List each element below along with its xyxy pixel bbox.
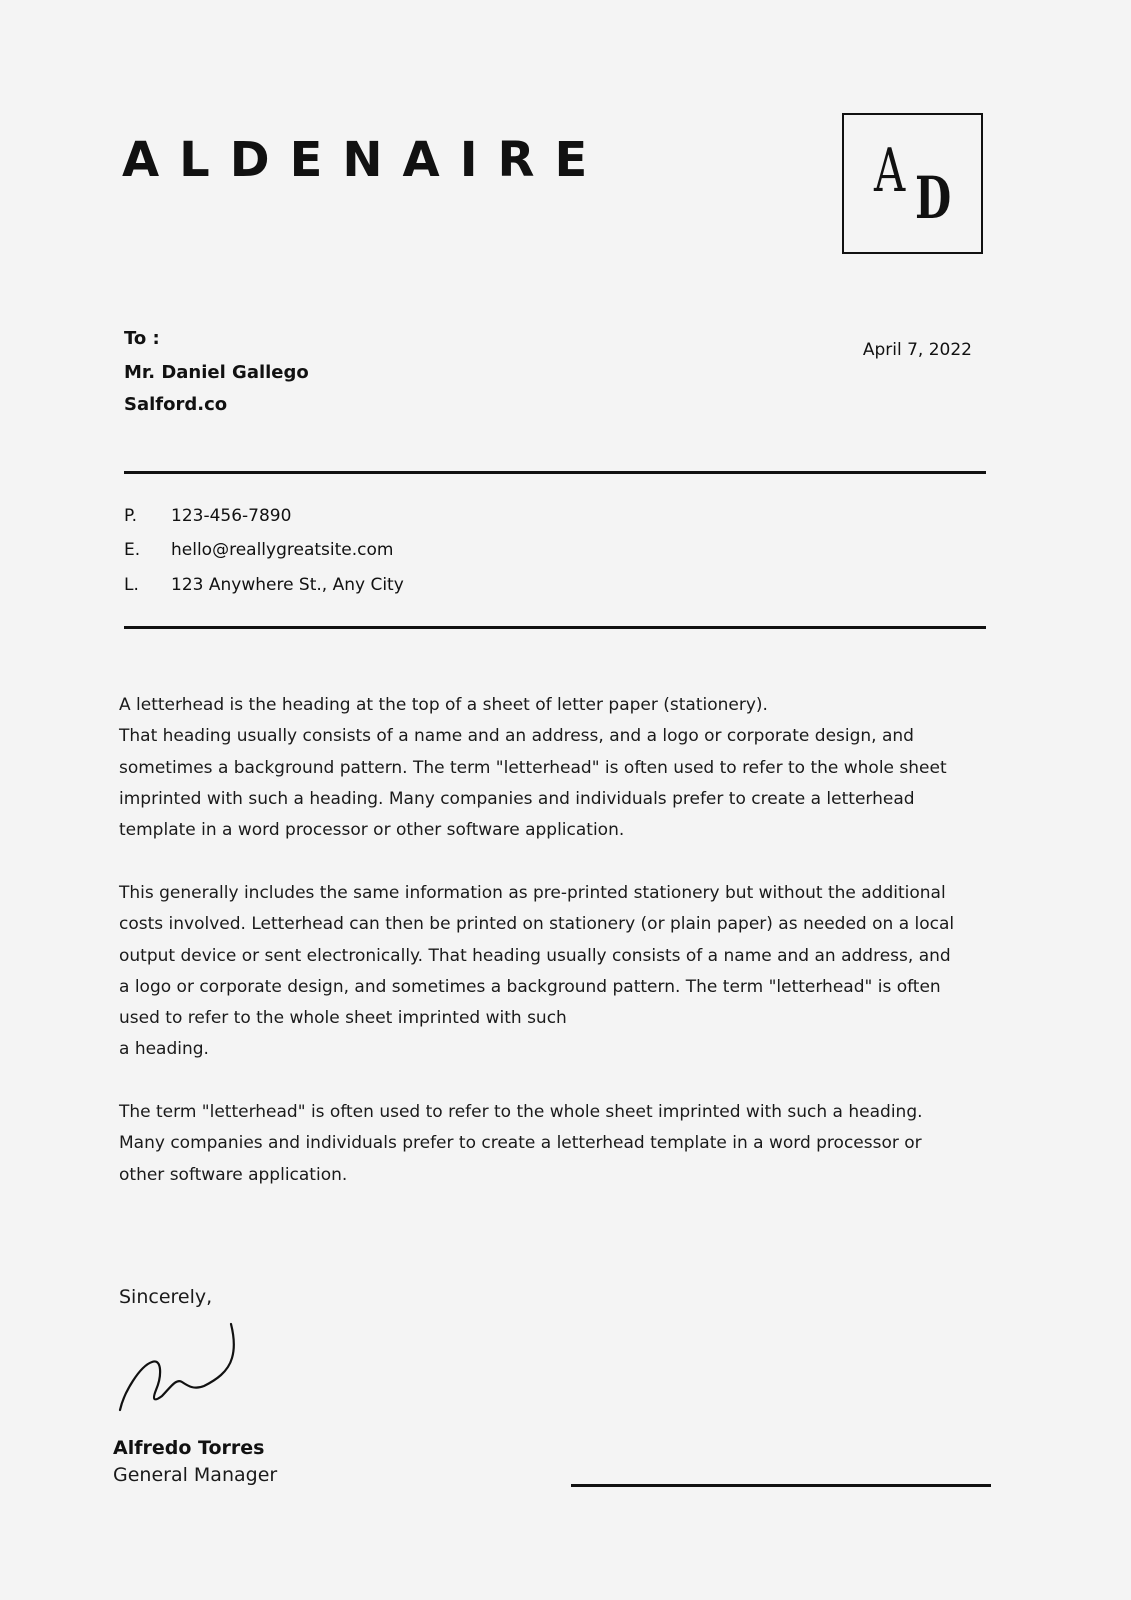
contact-email — [124, 538, 393, 562]
contact-location — [124, 573, 404, 597]
closing-salutation: Sincerely, — [119, 1286, 213, 1308]
letter-date: April 7, 2022 — [862, 340, 972, 360]
contact-location-key: L. — [124, 575, 139, 595]
body-line: output device or sent electronically. That heading usually consists of a name and an address, and — [119, 945, 951, 966]
body-line: template in a word processor or other software application. — [119, 820, 625, 841]
body-line: costs involved. Letterhead can then be printed on stationery (or plain paper) as needed on a local — [119, 914, 955, 935]
body-paragraph-2 — [119, 878, 999, 1066]
to-label: To : — [124, 328, 160, 349]
recipient-name: Mr. Daniel Gallego — [124, 362, 309, 383]
recipient-company: Salford.co — [124, 394, 228, 415]
contact-location-value: 123 Anywhere St., Any City — [171, 575, 404, 595]
body-line: A letterhead is the heading at the top of a sheet of letter paper (stationery). — [119, 695, 768, 715]
contact-phone-key: P. — [124, 506, 138, 526]
signature-line — [571, 1484, 991, 1487]
body-paragraph-3 — [119, 1097, 999, 1191]
body-paragraph-1 — [119, 690, 999, 846]
body-line: other software application. — [119, 1164, 348, 1185]
contact-email-value: hello@reallygreatsite.com — [171, 540, 394, 560]
signer-title: General Manager — [113, 1464, 278, 1486]
body-line: a logo or corporate design, and sometimes a background pattern. The term "letterhead" is often — [119, 976, 941, 997]
body-line: used to refer to the whole sheet imprinted with such — [119, 1008, 567, 1029]
body-line: This generally includes the same information as pre-printed stationery but without the additional — [119, 883, 946, 903]
brand-name: ALDENAIRE — [122, 132, 608, 188]
signature-scribble — [112, 1318, 252, 1418]
body-line: The term "letterhead" is often used to refer to the whole sheet imprinted with such a heading. — [119, 1102, 923, 1122]
body-line: Many companies and individuals prefer to create a letterhead template in a word processor or — [119, 1133, 922, 1154]
contact-email-key: E. — [124, 540, 141, 560]
monogram-letter-second: D — [915, 164, 952, 232]
monogram-letter-first: A — [874, 136, 906, 206]
contact-phone — [124, 504, 291, 528]
contact-phone-value: 123-456-7890 — [171, 506, 292, 526]
body-line: sometimes a background pattern. The term "letterhead" is often used to refer to the whole sheet — [119, 757, 947, 778]
signer-name: Alfredo Torres — [113, 1437, 265, 1459]
body-line: That heading usually consists of a name and an address, and a logo or corporate design, and — [119, 726, 914, 747]
body-line: a heading. — [119, 1039, 209, 1060]
divider-top — [124, 471, 986, 474]
monogram-logo — [842, 113, 983, 254]
body-line: imprinted with such a heading. Many companies and individuals prefer to create a letterhead — [119, 788, 915, 809]
divider-bottom — [124, 626, 986, 629]
